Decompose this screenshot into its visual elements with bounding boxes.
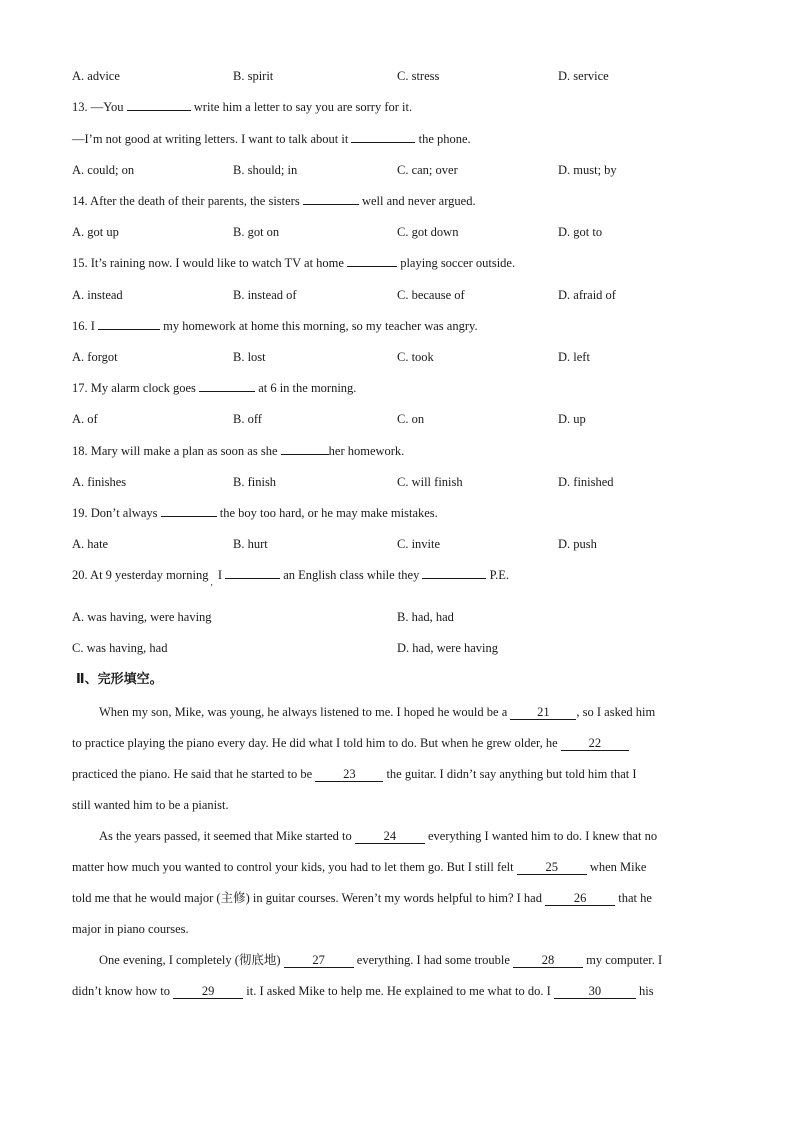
option-a[interactable]: A. forgot (72, 350, 118, 364)
option-c[interactable]: C. was having, had (72, 641, 168, 655)
option-b[interactable]: B. hurt (233, 537, 268, 551)
option-c[interactable]: C. got down (397, 225, 459, 239)
stem-text: at 6 in the morning. (255, 381, 357, 395)
option-b[interactable]: B. finish (233, 475, 277, 489)
answer-blank[interactable] (199, 378, 255, 392)
passage-line (72, 702, 720, 733)
question-19-options (72, 534, 718, 554)
section-title (76, 669, 718, 689)
q12-options (72, 66, 718, 86)
question-13-reply (72, 129, 718, 149)
stem-text: P.E. (486, 568, 510, 582)
blank-21[interactable]: 21 (510, 706, 576, 720)
stem-text: I (214, 568, 226, 582)
option-b[interactable]: B. should; in (233, 163, 298, 177)
passage-text: his (635, 984, 654, 998)
question-15-options (72, 285, 718, 305)
option-d[interactable]: D. had, were having (397, 641, 499, 655)
passage-line (72, 950, 720, 981)
passage-line (72, 795, 720, 826)
option-d[interactable]: D. finished (558, 475, 614, 489)
option-b[interactable]: B. got on (233, 225, 280, 239)
passage-line (72, 981, 720, 1012)
question-18-stem (72, 441, 718, 461)
passage-text: still wanted him to be a pianist. (72, 798, 229, 812)
answer-blank[interactable] (161, 503, 217, 517)
blank-29[interactable]: 29 (173, 985, 243, 999)
option-c[interactable]: C. will finish (397, 475, 463, 489)
blank-25[interactable]: 25 (517, 861, 587, 875)
passage-text: practiced the piano. He said that he started to be (72, 767, 316, 781)
option-a[interactable]: A. advice (72, 69, 120, 83)
stem-text: 17. My alarm clock goes (72, 381, 200, 395)
blank-22[interactable]: 22 (561, 737, 629, 751)
question-16-stem (72, 316, 718, 336)
option-d[interactable]: D. up (558, 412, 586, 426)
option-d[interactable]: D. left (558, 350, 590, 364)
option-c[interactable]: C. stress (397, 69, 440, 83)
question-19-stem (72, 503, 718, 523)
blank-27[interactable]: 27 (284, 954, 354, 968)
passage-line (72, 764, 720, 795)
blank-28[interactable]: 28 (513, 954, 583, 968)
passage-text: told me that he would major (主修) in guitar courses. Weren’t my words helpful to him? I had (72, 891, 546, 905)
answer-blank[interactable] (347, 253, 397, 267)
option-a[interactable]: A. could; on (72, 163, 135, 177)
passage-text: that he (615, 891, 652, 905)
option-a[interactable]: A. got up (72, 225, 119, 239)
passage-text: , so I asked him (576, 705, 656, 719)
passage-line (72, 826, 720, 857)
option-a[interactable]: A. finishes (72, 475, 127, 489)
option-b[interactable]: B. instead of (233, 288, 297, 302)
passage-text: my computer. I (583, 953, 663, 967)
option-d[interactable]: D. service (558, 69, 609, 83)
passage-line (72, 733, 720, 764)
option-b[interactable]: B. off (233, 412, 262, 426)
blank-23[interactable]: 23 (315, 768, 383, 782)
stem-text: 20. At 9 yesterday morning (72, 568, 209, 582)
passage-text: everything. I had some trouble (353, 953, 514, 967)
blank-30[interactable]: 30 (554, 985, 636, 999)
blank-26[interactable]: 26 (545, 892, 615, 906)
option-a[interactable]: A. of (72, 412, 98, 426)
option-d[interactable]: D. got to (558, 225, 603, 239)
question-20-options-row1 (72, 607, 718, 627)
option-c[interactable]: C. took (397, 350, 434, 364)
answer-blank[interactable] (422, 565, 486, 579)
stem-text: 14. After the death of their parents, the sisters (72, 194, 303, 208)
reply-text: the phone. (415, 132, 471, 146)
blank-24[interactable]: 24 (355, 830, 425, 844)
option-c[interactable]: C. can; over (397, 163, 458, 177)
stem-text: write him a letter to say you are sorry for it. (190, 100, 413, 114)
passage-text: to practice playing the piano every day. He did what I told him to do. But when he grew older, he (72, 736, 561, 750)
passage-line (72, 857, 720, 888)
passage-line (72, 919, 720, 950)
option-b[interactable]: B. lost (233, 350, 266, 364)
stem-text: playing soccer outside. (397, 256, 516, 270)
stem-text: 13. —You (72, 100, 127, 114)
passage-text: major in piano courses. (72, 922, 189, 936)
answer-blank[interactable] (303, 191, 359, 205)
passage-text: When my son, Mike, was young, he always listened to me. I hoped he would be a (99, 705, 511, 719)
question-20-options-row2 (72, 638, 718, 658)
reply-text: —I’m not good at writing letters. I want to talk about it (72, 132, 352, 146)
answer-blank[interactable] (351, 129, 415, 143)
passage-text: when Mike (586, 860, 647, 874)
question-14-stem (72, 191, 718, 211)
question-17-options (72, 409, 718, 429)
question-15-stem (72, 253, 718, 273)
answer-blank[interactable] (225, 565, 280, 579)
stem-text: the boy too hard, or he may make mistakes. (216, 506, 438, 520)
option-d[interactable]: D. must; by (558, 163, 617, 177)
option-b[interactable]: B. spirit (233, 69, 274, 83)
stem-text: 15. It’s raining now. I would like to watch TV at home (72, 256, 348, 270)
question-20-stem (72, 565, 718, 585)
passage-line (72, 888, 720, 919)
stem-text: 18. Mary will make a plan as soon as she (72, 444, 281, 458)
option-b[interactable]: B. had, had (397, 610, 454, 624)
question-13-stem (72, 97, 718, 117)
passage-text: it. I asked Mike to help me. He explained to me what to do. I (243, 984, 554, 998)
stem-text: 16. I (72, 319, 99, 333)
stem-mark: , (210, 577, 213, 587)
passage-text: matter how much you wanted to control your kids, you had to let them go. But I still felt (72, 860, 517, 874)
stem-text: an English class while they (280, 568, 423, 582)
question-18-options (72, 472, 718, 492)
stem-text: her homework. (328, 444, 405, 458)
option-c[interactable]: C. because of (397, 288, 465, 302)
answer-blank[interactable] (127, 97, 191, 111)
passage-text: the guitar. I didn’t say anything but told him that I (383, 767, 637, 781)
question-17-stem (72, 378, 718, 398)
section-heading: Ⅱ、完形填空。 (76, 672, 163, 687)
question-14-options (72, 222, 718, 242)
option-a[interactable]: A. was having, were having (72, 610, 212, 624)
passage-text: everything I wanted him to do. I knew that no (424, 829, 658, 843)
option-c[interactable]: C. invite (397, 537, 441, 551)
cloze-passage (72, 702, 720, 1012)
option-d[interactable]: D. afraid of (558, 288, 616, 302)
passage-text: As the years passed, it seemed that Mike started to (99, 829, 355, 843)
option-a[interactable]: A. instead (72, 288, 123, 302)
stem-text: 19. Don’t always (72, 506, 161, 520)
answer-blank[interactable] (98, 316, 160, 330)
stem-text: well and never argued. (358, 194, 476, 208)
option-c[interactable]: C. on (397, 412, 425, 426)
answer-blank[interactable] (281, 441, 329, 455)
question-16-options (72, 347, 718, 367)
question-13-options (72, 160, 718, 180)
option-d[interactable]: D. push (558, 537, 597, 551)
passage-text: One evening, I completely (彻底地) (99, 953, 284, 967)
option-a[interactable]: A. hate (72, 537, 109, 551)
stem-text: my homework at home this morning, so my teacher was angry. (160, 319, 478, 333)
passage-text: didn’t know how to (72, 984, 174, 998)
